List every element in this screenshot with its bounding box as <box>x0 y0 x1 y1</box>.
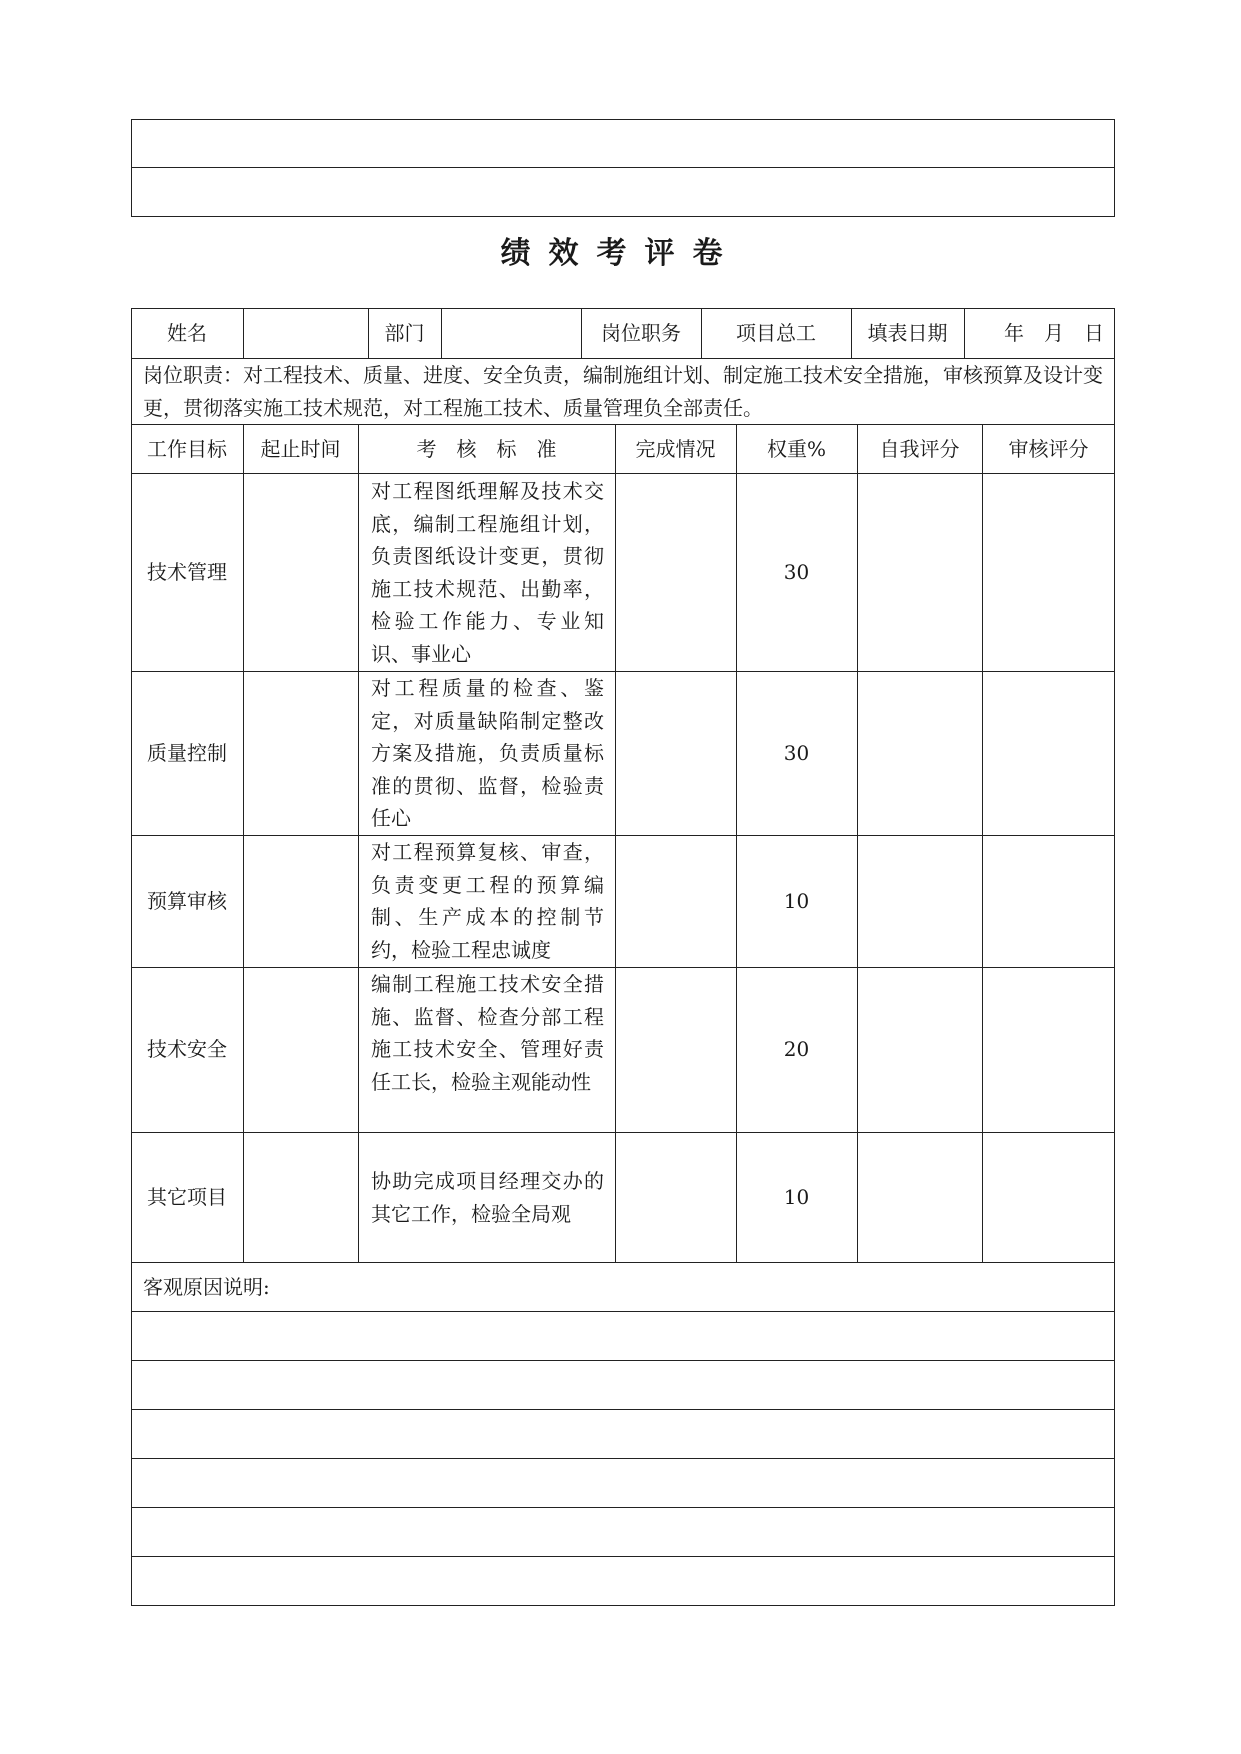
job-duties: 岗位职责：对工程技术、质量、进度、安全负责，编制施组计划、制定施工技术安全措施，审核预算及设计变更，贯彻落实施工技术规范，对工程施工技术、质量管理负全部责任。 <box>143 363 1103 420</box>
name-label: 姓名 <box>167 321 207 345</box>
row-divider <box>131 967 1115 968</box>
row-criteria: 对工程预算复核、审查，负责变更工程的预算编制、生产成本的控制节约，检验工程忠诚度 <box>371 840 604 962</box>
row-weight: 20 <box>783 1037 810 1061</box>
column-header: 考 核 标 准 <box>416 437 557 461</box>
col-divider <box>615 424 616 1262</box>
col-divider <box>857 424 858 1262</box>
row-goal: 质量控制 <box>147 741 227 765</box>
notes-label: 客观原因说明: <box>143 1275 270 1299</box>
dept-value[interactable] <box>441 321 581 345</box>
row-criteria: 对工程质量的检查、鉴定，对质量缺陷制定整改方案及措施，负责质量标准的贯彻、监督，检验责任心 <box>371 676 604 830</box>
column-header: 自我评分 <box>879 437 960 461</box>
date-label: 填表日期 <box>867 321 948 345</box>
top-box-divider <box>131 167 1115 168</box>
column-header: 起止时间 <box>260 437 341 461</box>
col-divider <box>736 424 737 1262</box>
row-goal: 技术管理 <box>147 560 227 584</box>
evaluation-table <box>131 308 1115 1606</box>
row-weight: 10 <box>783 889 810 913</box>
row-weight: 10 <box>783 1185 810 1209</box>
column-header: 工作目标 <box>147 437 227 461</box>
page-title: 绩效考评卷 <box>500 236 741 271</box>
row-divider <box>131 1132 1115 1133</box>
row-divider <box>131 1409 1115 1410</box>
row-goal: 其它项目 <box>147 1185 227 1209</box>
col-divider <box>358 424 359 1262</box>
col-divider <box>243 424 244 1262</box>
row-divider <box>131 1360 1115 1361</box>
row-goal: 预算审核 <box>147 889 227 913</box>
row-goal: 技术安全 <box>147 1037 227 1061</box>
row-weight: 30 <box>783 560 810 584</box>
col-divider <box>982 424 983 1262</box>
date-value[interactable]: 年 月 日 <box>1004 321 1104 345</box>
row-divider <box>131 835 1115 836</box>
row-criteria: 协助完成项目经理交办的其它工作，检验全局观 <box>371 1169 604 1226</box>
column-header: 权重% <box>766 437 826 461</box>
column-header: 完成情况 <box>635 437 716 461</box>
row-divider <box>131 1556 1115 1557</box>
post-value: 项目总工 <box>736 321 816 345</box>
row-divider <box>131 1458 1115 1459</box>
row-divider <box>131 1311 1115 1312</box>
post-label: 岗位职务 <box>601 321 681 345</box>
row-weight: 30 <box>783 741 810 765</box>
row-divider <box>131 1507 1115 1508</box>
top-blank-box <box>131 119 1115 217</box>
row-criteria: 编制工程施工技术安全措施、监督、检查分部工程施工技术安全、管理好责任工长，检验主观能动性 <box>371 972 604 1094</box>
row-criteria: 对工程图纸理解及技术交底，编制工程施组计划，负责图纸设计变更，贯彻施工技术规范、出勤率，检验工作能力、专业知识、事业心 <box>371 479 604 666</box>
row-divider <box>131 473 1115 474</box>
row-divider <box>131 1262 1115 1263</box>
name-value[interactable] <box>243 321 368 345</box>
row-divider <box>131 671 1115 672</box>
dept-label: 部门 <box>384 321 425 345</box>
column-header: 审核评分 <box>1008 437 1089 461</box>
